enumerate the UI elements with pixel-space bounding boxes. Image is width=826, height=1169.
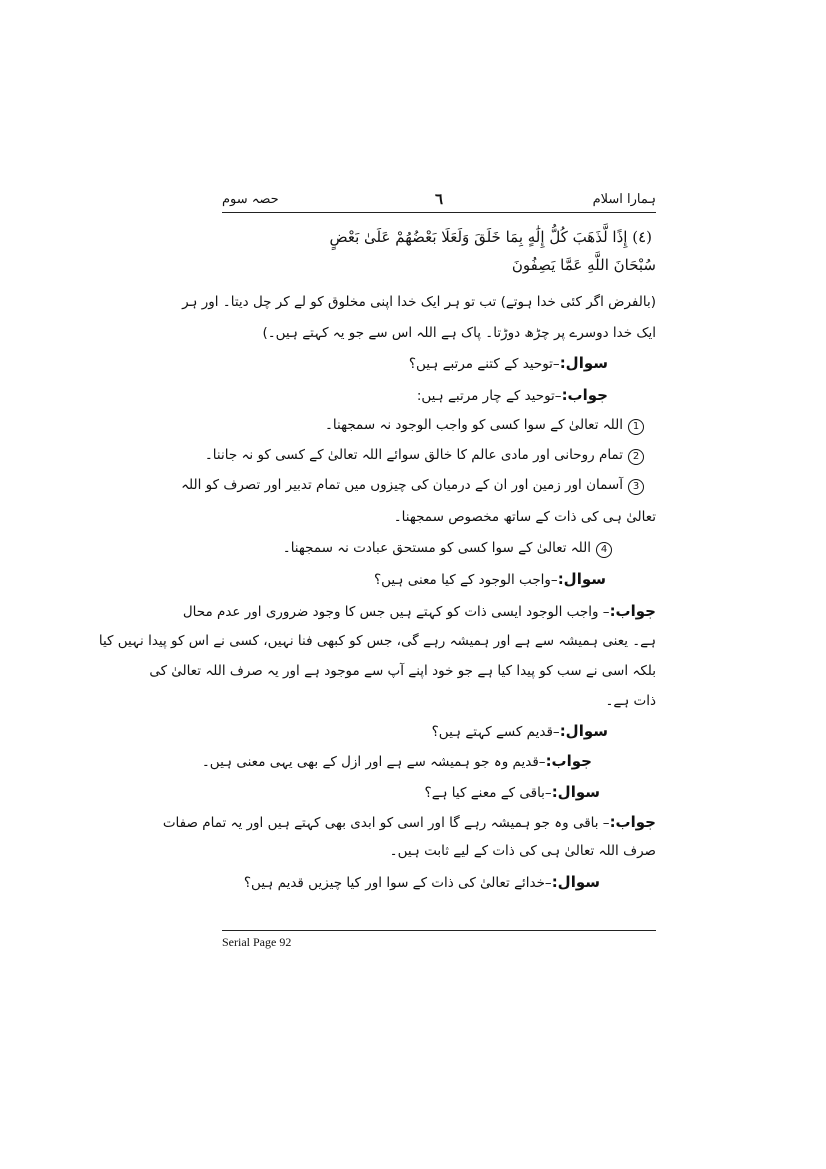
serial-label: Serial Page — [222, 935, 277, 949]
text-line — [163, 813, 656, 831]
line-text: – باقی وہ جو ہمیشہ رہے گا اور اسی کو ابدی بھی کہتے ہیں اور یہ تمام صفات — [162, 815, 610, 831]
text-line — [325, 417, 644, 435]
qa-label: سوال: — [551, 873, 600, 891]
item-number-icon: 1 — [628, 419, 644, 435]
text-line — [99, 633, 656, 649]
item-number-icon: 2 — [628, 449, 644, 465]
line-text: ایک خدا دوسرے پر چڑھ دوڑتا۔ پاک ہے اللہ اس سے جو یہ کہتے ہیں۔) — [262, 325, 656, 341]
qa-label: سوال: — [557, 570, 606, 588]
qa-label: سوال: — [551, 783, 600, 801]
text-line — [409, 354, 608, 372]
arabic-verse-line — [512, 256, 656, 274]
line-text: ہے۔ یعنی ہمیشہ سے ہے اور ہمیشہ رہے گی، جس کو کبھی فنا نہیں، کسی نے اس کو پیدا نہیں کیا — [98, 633, 656, 649]
page-body — [98, 190, 656, 891]
text-line — [283, 540, 612, 558]
line-text: سُبْحَانَ اللَّهِ عَمَّا يَصِفُونَ — [511, 256, 656, 274]
page-number: ٦ — [434, 190, 444, 208]
text-line — [425, 783, 600, 801]
line-text: (٤) إِذًا لَّذَهَبَ كُلُّ إِلَٰهٍ بِمَا خَلَقَ وَلَعَلَا بَعْضُهُمْ عَلَىٰ بَعْضٍ — [329, 228, 652, 246]
text-line — [394, 509, 656, 525]
line-text: ذات ہے۔ — [605, 693, 656, 709]
line-text: بلکہ اسی نے سب کو پیدا کیا ہے جو خود اپنے آپ سے موجود ہے اور یہ صرف اللہ تعالیٰ کی — [149, 663, 656, 679]
line-text: – واجب الوجود ایسی ذات کو کہتے ہیں جس کا وجود ضروری اور عدم محال — [182, 604, 610, 620]
text-line — [606, 693, 657, 709]
book-title: ہمارا اسلام — [592, 192, 656, 207]
line-text: صرف اللہ تعالیٰ ہی کی ذات کے لیے ثابت ہیں۔ — [389, 843, 656, 859]
line-text: –قدیم کسے کہتے ہیں؟ — [431, 724, 560, 740]
text-line — [181, 477, 644, 495]
text-line — [202, 752, 592, 770]
line-text: –توحید کے چار مرتبے ہیں: — [416, 388, 562, 404]
text-line — [432, 722, 608, 740]
page-footer — [222, 930, 656, 950]
line-text: –باقی کے معنے کیا ہے؟ — [424, 785, 552, 801]
qa-label: سوال: — [559, 722, 608, 740]
line-text: تمام روحانی اور مادی عالم کا خالق سوائے اللہ تعالیٰ کے کسی کو نہ جاننا۔ — [204, 447, 623, 463]
text-line — [182, 294, 656, 310]
qa-label: جواب: — [545, 752, 592, 770]
text-line — [205, 447, 644, 465]
line-text: اللہ تعالیٰ کے سوا کسی کو واجب الوجود نہ سمجھنا۔ — [325, 417, 623, 433]
line-text: اللہ تعالیٰ کے سوا کسی کو مستحق عبادت نہ سمجھنا۔ — [282, 540, 591, 556]
serial-number: 92 — [279, 935, 292, 949]
text-line — [390, 843, 656, 859]
line-text: –خدائے تعالیٰ کی ذات کے سوا اور کیا چیزیں قدیم ہیں؟ — [243, 875, 552, 891]
text-line — [374, 570, 606, 588]
qa-label: جواب: — [561, 386, 608, 404]
qa-label: جواب: — [609, 602, 656, 620]
line-text: –قدیم وہ جو ہمیشہ سے ہے اور ازل کے بھی یہی معنی ہیں۔ — [201, 754, 546, 770]
text-line — [417, 386, 608, 404]
qa-label: جواب: — [609, 813, 656, 831]
text-line — [183, 602, 656, 620]
text-line — [262, 325, 656, 341]
line-text: –واجب الوجود کے کیا معنی ہیں؟ — [373, 572, 558, 588]
qa-label: سوال: — [559, 354, 608, 372]
line-text: آسمان اور زمین اور ان کے درمیان کی چیزوں میں تمام تدبیر اور تصرف کو اللہ — [181, 477, 623, 493]
text-line — [244, 873, 600, 891]
item-number-icon: 4 — [596, 542, 612, 558]
item-number-icon: 3 — [628, 479, 644, 495]
part-label: حصہ سوم — [222, 192, 279, 207]
running-header — [222, 190, 656, 213]
text-line — [149, 663, 656, 679]
arabic-verse-line — [329, 228, 652, 246]
line-text: –توحید کے کتنے مرتبے ہیں؟ — [408, 356, 560, 372]
line-text: تعالیٰ ہی کی ذات کے ساتھ مخصوص سمجھنا۔ — [393, 509, 656, 525]
line-text: (بالفرض اگر کئی خدا ہوتے) تب تو ہر ایک خدا اپنی مخلوق کو لے کر چل دیتا۔ اور ہر — [182, 294, 656, 310]
